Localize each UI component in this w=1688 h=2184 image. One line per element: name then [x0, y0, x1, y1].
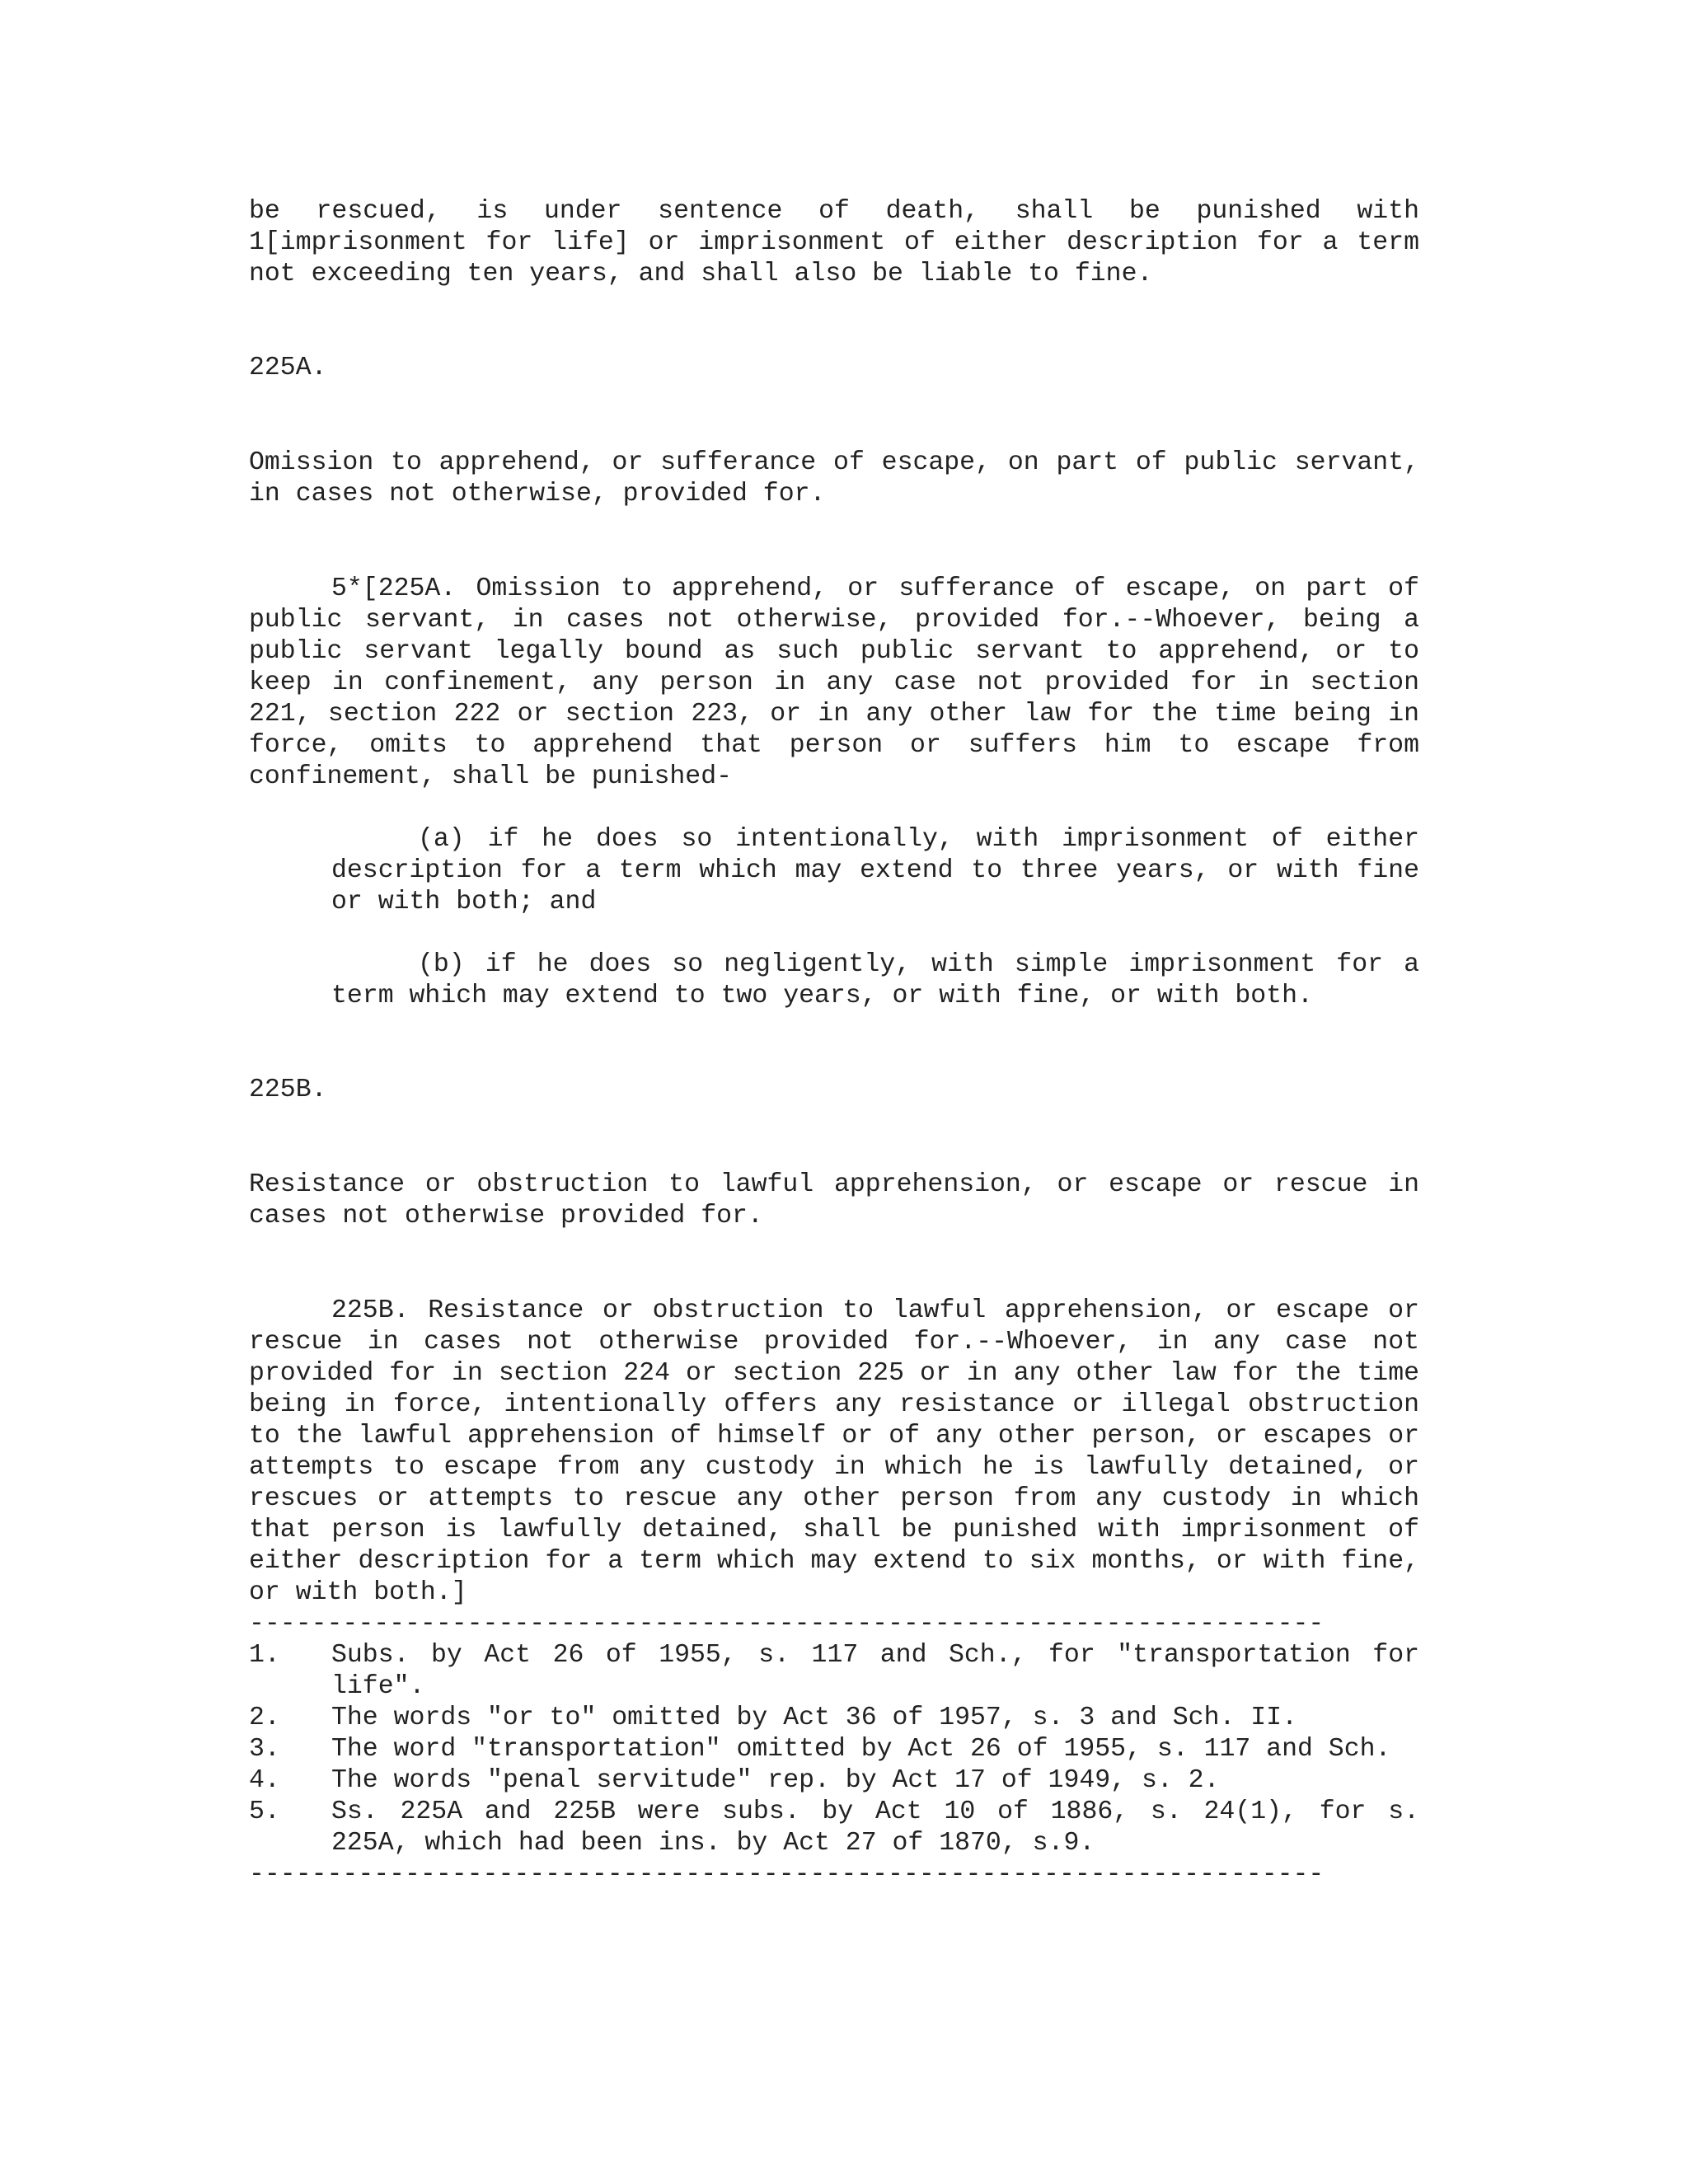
footnote-number: 4. — [249, 1766, 280, 1795]
footnote-text: Subs. by Act 26 of 1955, s. 117 and Sch., for "transportation for life". — [331, 1641, 1419, 1701]
footnote-item — [249, 1703, 1419, 1734]
continuation-paragraph: be rescued, is under sentence of death, shall be punished with 1[imprisonment for life] or imprisonment of either description for a term not exceeding ten years, and shall also be liable to fine. — [249, 197, 1435, 288]
footnote-text: Ss. 225A and 225B were subs. by Act 10 of 1886, s. 24(1), for s. 225A, which had been ins. by Act 27 of 1870, s.9. — [331, 1797, 1419, 1858]
document-page — [249, 196, 1435, 1891]
footnote-item — [249, 1797, 1419, 1859]
footnote-number: 5. — [249, 1797, 280, 1826]
footnote-item — [249, 1640, 1419, 1703]
section-225a-clause-b: (b) if he does so negligently, with simple imprisonment for a term which may extend to two years, or with fine, or with both. — [331, 950, 1435, 1010]
section-225a-clause-a: (a) if he does so intentionally, with imprisonment of either description for a term which may extend to three years, or with fine or with both; and — [331, 825, 1435, 916]
footnote-text: The words "or to" omitted by Act 36 of 1957, s. 3 and Sch. II. — [331, 1704, 1297, 1732]
footnotes-list — [249, 1640, 1419, 1859]
section-225a-body: 5*[225A. Omission to apprehend, or sufferance of escape, on part of public servant, in cases not otherwise, provided for.--Whoever, being a public servant legally bound as such public servant to apprehend, or to keep in confinement, any person in any case not provided for in section 221, section 222 or section 223, or in any other law for the time being in force, omits to apprehend that person or suffers him to escape from confinement, shall be punished- — [249, 574, 1435, 791]
footnote-text: The word "transportation" omitted by Act 26 of 1955, s. 117 and Sch. — [331, 1735, 1391, 1764]
section-225b-heading: Resistance or obstruction to lawful apprehension, or escape or rescue in cases not otherwise provided for. — [249, 1170, 1435, 1230]
footnote-number: 2. — [249, 1704, 280, 1732]
footnote-divider-top: --------------------------------------------------------------------- — [249, 1610, 1325, 1638]
section-225b-body: 225B. Resistance or obstruction to lawful apprehension, or escape or rescue in cases not otherwise provided for.--Whoever, in any case not provided for in section 224 or section 225 or in any other law for the time being in force, intentionally offers any resistance or illegal obstruction to the lawful apprehension of himself or of any other person, or escapes or attempts to escape from any custody in which he is lawfully detained, or rescues or attempts to rescue any other person from any custody in which that person is lawfully detained, shall be punished with imprisonment of either description for a term which may extend to six months, or with fine, or with both.] — [249, 1296, 1435, 1607]
footnote-text: The words "penal servitude" rep. by Act 17 of 1949, s. 2. — [331, 1766, 1220, 1795]
footnote-item — [249, 1734, 1419, 1765]
section-225a-number: 225A. — [249, 354, 327, 382]
footnote-item — [249, 1765, 1419, 1797]
footnote-number: 1. — [249, 1641, 280, 1670]
section-225b-number: 225B. — [249, 1076, 327, 1104]
footnote-number: 3. — [249, 1735, 280, 1764]
footnote-divider-bottom: --------------------------------------------------------------------- — [249, 1860, 1325, 1889]
section-225a-heading: Omission to apprehend, or sufferance of escape, on part of public servant, in cases not otherwise, provided for. — [249, 448, 1435, 509]
